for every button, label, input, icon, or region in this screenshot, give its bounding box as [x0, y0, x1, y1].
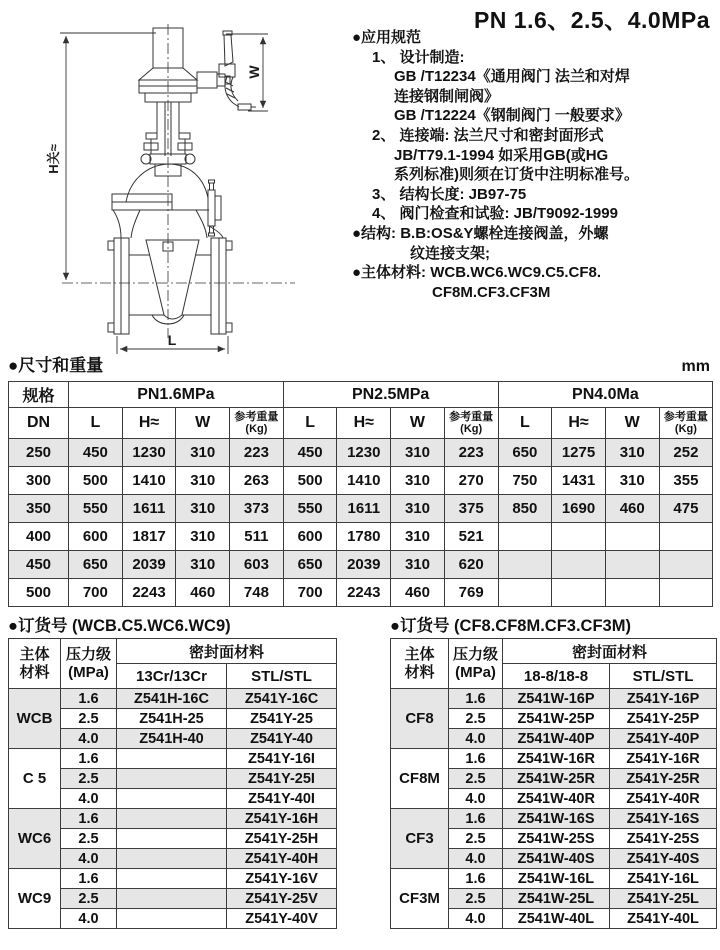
table-cell: 4.0 [449, 729, 503, 749]
dimension-labels [46, 65, 262, 348]
table-cell: Z541W-25S [503, 829, 610, 849]
table-cell: 1431 [552, 467, 606, 495]
table-cell: 1410 [122, 467, 176, 495]
table-row [9, 523, 713, 551]
table-cell: 650 [283, 551, 337, 579]
table-cell: 375 [444, 495, 498, 523]
table-cell: 1.6 [61, 869, 117, 889]
table-cell: Z541W-40L [503, 909, 610, 929]
table-cell: 270 [444, 467, 498, 495]
spec-line: 4、 阀门检查和试验: JB/T9092-1999 [372, 205, 618, 223]
table-cell: 310 [176, 523, 230, 551]
spec-line: JB/T79.1-1994 如采用GB(或HG [394, 146, 609, 164]
table-cell: 2.5 [61, 769, 117, 789]
spec-line: ●主体材料: WCB.WC6.WC9.C5.CF8. [352, 264, 602, 282]
order-table-title: ●订货号 (WCB.C5.WC6.WC9) [8, 617, 231, 635]
table-cell: 748 [230, 579, 284, 607]
header-cell: H≈ [552, 408, 606, 439]
table-cell: 310 [391, 439, 445, 467]
table-row [9, 579, 713, 607]
table-cell: 400 [9, 523, 69, 551]
table-cell [659, 551, 713, 579]
specifications-block [352, 28, 718, 302]
header-line: 参考重量 [449, 410, 494, 423]
header-cell: STL/STL [227, 664, 337, 689]
table-cell: Z541W-25L [503, 889, 610, 909]
header-line: 主体 [404, 646, 435, 664]
length-dim-label: L [167, 332, 177, 348]
spec-line: 1、 设计制造: [372, 48, 465, 66]
table-cell: Z541Y-16L [610, 869, 717, 889]
table-cell: 550 [283, 495, 337, 523]
table-cell: 2.5 [449, 769, 503, 789]
table-cell: 310 [391, 523, 445, 551]
table-cell: 1.6 [61, 809, 117, 829]
table-cell: 4.0 [61, 789, 117, 809]
table-cell [659, 523, 713, 551]
spec-line: 纹连接支架; [410, 244, 490, 262]
table-cell: 1611 [337, 495, 391, 523]
table-cell: 650 [69, 551, 123, 579]
table-cell: Z541Y-25 [227, 709, 337, 729]
header-line: 材料 [19, 663, 50, 681]
table-cell: 1410 [337, 467, 391, 495]
table-row [9, 749, 337, 769]
header-cell: H≈ [122, 408, 176, 439]
height-dim-label: H关≈ [46, 144, 61, 174]
table-cell: 1230 [337, 439, 391, 467]
table-row [9, 639, 337, 664]
header-cell: 密封面材料 [503, 639, 717, 664]
table-cell: Z541H-25 [117, 709, 227, 729]
header-cell: PN4.0Ma [498, 382, 713, 408]
header-cell: L [498, 408, 552, 439]
table-cell: 1.6 [449, 749, 503, 769]
table-cell: CF8M [391, 749, 449, 809]
table-cell: Z541W-25P [503, 709, 610, 729]
table-cell [117, 769, 227, 789]
table-cell: 1230 [122, 439, 176, 467]
table-cell [498, 579, 552, 607]
table-cell: 4.0 [61, 909, 117, 929]
table-cell [605, 579, 659, 607]
table-cell: 700 [69, 579, 123, 607]
header-line: (Kg) [460, 423, 483, 435]
table-cell: 310 [176, 551, 230, 579]
table-cell: Z541Y-40V [227, 909, 337, 929]
table-row [391, 809, 717, 829]
table-cell: 223 [444, 439, 498, 467]
table-cell: 310 [605, 467, 659, 495]
table-cell: 850 [498, 495, 552, 523]
table-cell: Z541W-40P [503, 729, 610, 749]
header-cell [444, 408, 498, 439]
table-cell: Z541Y-25I [227, 769, 337, 789]
header-line: 主体 [19, 646, 50, 664]
header-line: 压力级 [65, 646, 111, 664]
header-cell: W [176, 408, 230, 439]
dimensions-title: ●尺寸和重量 [8, 356, 104, 375]
table-cell: Z541Y-40I [227, 789, 337, 809]
table-cell: 521 [444, 523, 498, 551]
table-cell: 4.0 [449, 909, 503, 929]
table-cell: 300 [9, 467, 69, 495]
table-row [9, 439, 713, 467]
header-cell: DN [9, 408, 69, 439]
table-cell: Z541W-40S [503, 849, 610, 869]
table-cell: 1817 [122, 523, 176, 551]
table-cell [117, 869, 227, 889]
spec-lines [352, 28, 718, 302]
table-cell: Z541Y-16R [610, 749, 717, 769]
table-cell: Z541Y-16S [610, 809, 717, 829]
table-cell: 4.0 [61, 849, 117, 869]
table-row [391, 639, 717, 664]
table-cell [552, 523, 606, 551]
table-cell: 4.0 [449, 849, 503, 869]
table-cell: Z541W-16L [503, 869, 610, 889]
header-line: (MPa) [455, 663, 496, 681]
table-cell: Z541Y-25R [610, 769, 717, 789]
header-cell [449, 639, 503, 689]
header-line: (Kg) [245, 423, 268, 435]
valve-body-outline [108, 28, 256, 334]
table-cell: 1.6 [61, 749, 117, 769]
table-cell: 600 [283, 523, 337, 551]
table-cell [498, 523, 552, 551]
table-cell: CF3 [391, 809, 449, 869]
table-cell: 355 [659, 467, 713, 495]
header-cell: PN2.5MPa [283, 382, 498, 408]
table-cell: 4.0 [449, 789, 503, 809]
table-cell: 2039 [337, 551, 391, 579]
order-codes-section-cf8 [390, 612, 716, 929]
table-cell: Z541Y-40P [610, 729, 717, 749]
table-cell [552, 579, 606, 607]
table-cell: 500 [69, 467, 123, 495]
table-cell: Z541Y-25L [610, 889, 717, 909]
spec-line: 2、 连接端: 法兰尺寸和密封面形式 [372, 126, 604, 144]
table-cell: Z541Y-25V [227, 889, 337, 909]
header-cell [391, 639, 449, 689]
spec-line: 3、 结构长度: JB97-75 [372, 185, 527, 203]
table-cell: Z541Y-25S [610, 829, 717, 849]
order-table-title: ●订货号 (CF8.CF8M.CF3.CF3M) [390, 617, 631, 635]
header-line: 材料 [404, 663, 435, 681]
table-cell [117, 749, 227, 769]
table-cell: 650 [498, 439, 552, 467]
table-cell: 1.6 [449, 869, 503, 889]
table-cell [498, 551, 552, 579]
header-line: 压力级 [452, 646, 498, 664]
table-cell: 1275 [552, 439, 606, 467]
table-cell: Z541H-16C [117, 689, 227, 709]
spec-line: CF8M.CF3.CF3M [432, 283, 551, 301]
header-cell [659, 408, 713, 439]
dimensions-section [8, 350, 712, 607]
table-cell: 750 [498, 467, 552, 495]
table-cell: CF8 [391, 689, 449, 749]
table-row [9, 495, 713, 523]
table-row [9, 382, 713, 408]
table-row [9, 869, 337, 889]
valve-technical-drawing [0, 6, 350, 356]
table-cell: WC9 [9, 869, 61, 929]
table-cell [117, 849, 227, 869]
width-dim-label: W [246, 65, 262, 79]
header-cell: W [605, 408, 659, 439]
table-cell: 310 [176, 439, 230, 467]
table-cell [117, 889, 227, 909]
order-codes-section-wcb [8, 612, 336, 929]
table-cell: 310 [391, 495, 445, 523]
table-cell: Z541Y-16P [610, 689, 717, 709]
spec-line: ●结构: B.B:OS&Y螺栓连接阀盖，外螺 [352, 224, 609, 242]
table-cell: Z541Y-25H [227, 829, 337, 849]
header-cell: 13Cr/13Cr [117, 664, 227, 689]
table-cell [605, 523, 659, 551]
table-row [9, 467, 713, 495]
table-cell: 4.0 [61, 729, 117, 749]
header-cell: L [69, 408, 123, 439]
table-cell: Z541Y-40 [227, 729, 337, 749]
table-cell: CF3M [391, 869, 449, 929]
table-cell: 373 [230, 495, 284, 523]
spec-line: ●应用规范 [352, 29, 422, 46]
table-cell: 310 [176, 467, 230, 495]
header-cell: H≈ [337, 408, 391, 439]
table-cell: 2.5 [61, 709, 117, 729]
table-cell: 460 [391, 579, 445, 607]
dimensions-section-header [8, 350, 712, 376]
spec-line: GB /T12224《钢制阀门 一般要求》 [394, 107, 630, 125]
table-cell: 310 [605, 439, 659, 467]
table-cell: 600 [69, 523, 123, 551]
table-cell: Z541W-16R [503, 749, 610, 769]
header-line: (MPa) [68, 663, 109, 681]
table-cell: 1690 [552, 495, 606, 523]
dimensions-table [8, 381, 713, 607]
header-cell: PN1.6MPa [69, 382, 284, 408]
header-cell: 密封面材料 [117, 639, 337, 664]
order-table [8, 638, 337, 929]
unit-label: mm [681, 358, 710, 375]
header-cell: W [391, 408, 445, 439]
table-cell: Z541Y-40H [227, 849, 337, 869]
table-cell: WC6 [9, 809, 61, 869]
table-cell: 550 [69, 495, 123, 523]
table-cell: 263 [230, 467, 284, 495]
table-cell: WCB [9, 689, 61, 749]
table-cell: Z541Y-16H [227, 809, 337, 829]
table-cell: 700 [283, 579, 337, 607]
table-cell: 450 [283, 439, 337, 467]
table-cell: Z541W-16P [503, 689, 610, 709]
table-row [9, 551, 713, 579]
table-row [9, 408, 713, 439]
table-cell: 1.6 [61, 689, 117, 709]
header-line: (Kg) [674, 423, 697, 435]
spec-line: GB /T12234《通用阀门 法兰和对焊 [394, 68, 630, 86]
table-cell: 2243 [337, 579, 391, 607]
table-cell: 1.6 [449, 809, 503, 829]
header-line: 参考重量 [234, 410, 279, 423]
table-row [391, 749, 717, 769]
table-cell: 310 [176, 495, 230, 523]
table-cell: 2.5 [449, 889, 503, 909]
table-cell: 250 [9, 439, 69, 467]
table-cell: 2.5 [449, 709, 503, 729]
table-cell: 460 [176, 579, 230, 607]
pressure-rating-title: PN 1.6、2.5、4.0MPa [473, 7, 710, 33]
table-cell: 350 [9, 495, 69, 523]
header-cell [9, 639, 61, 689]
table-cell: 2.5 [61, 829, 117, 849]
table-cell: Z541W-40R [503, 789, 610, 809]
table-cell: 310 [391, 467, 445, 495]
table-row [391, 689, 717, 709]
table-cell [117, 809, 227, 829]
header-cell: L [283, 408, 337, 439]
table-cell: 2039 [122, 551, 176, 579]
table-cell: 1780 [337, 523, 391, 551]
table-cell: 620 [444, 551, 498, 579]
table-cell: 2.5 [61, 889, 117, 909]
order-table [390, 638, 717, 929]
table-cell: 500 [283, 467, 337, 495]
header-cell [230, 408, 284, 439]
table-cell: Z541Y-40S [610, 849, 717, 869]
table-cell: 460 [605, 495, 659, 523]
table-cell: Z541Y-40R [610, 789, 717, 809]
table-cell: Z541Y-16V [227, 869, 337, 889]
table-cell: 252 [659, 439, 713, 467]
table-cell: 1.6 [449, 689, 503, 709]
table-row [9, 809, 337, 829]
table-row [391, 869, 717, 889]
table-cell: 500 [9, 579, 69, 607]
header-cell [61, 639, 117, 689]
header-cell: STL/STL [610, 664, 717, 689]
table-cell: 450 [9, 551, 69, 579]
table-cell: Z541Y-25P [610, 709, 717, 729]
table-cell: Z541H-40 [117, 729, 227, 749]
table-cell: Z541Y-16I [227, 749, 337, 769]
table-cell [605, 551, 659, 579]
table-cell: Z541Y-40L [610, 909, 717, 929]
table-cell: 511 [230, 523, 284, 551]
table-cell: Z541W-16S [503, 809, 610, 829]
table-cell [117, 909, 227, 929]
header-line: 参考重量 [663, 410, 708, 423]
table-cell [117, 789, 227, 809]
table-cell: 475 [659, 495, 713, 523]
table-cell: Z541W-25R [503, 769, 610, 789]
header-cell: 规格 [9, 382, 69, 408]
table-cell: 769 [444, 579, 498, 607]
table-cell: C 5 [9, 749, 61, 809]
header-cell: 18-8/18-8 [503, 664, 610, 689]
spec-line: 系列标准)则须在订货中注明标准号。 [394, 166, 639, 184]
table-cell: 450 [69, 439, 123, 467]
table-cell [659, 579, 713, 607]
table-cell: 310 [391, 551, 445, 579]
table-row [9, 689, 337, 709]
table-cell: Z541Y-16C [227, 689, 337, 709]
table-cell [117, 829, 227, 849]
table-cell: 223 [230, 439, 284, 467]
spec-line: 连接钢制闸阀》 [394, 87, 500, 105]
table-cell: 2243 [122, 579, 176, 607]
table-cell [552, 551, 606, 579]
table-cell: 1611 [122, 495, 176, 523]
table-cell: 603 [230, 551, 284, 579]
table-cell: 2.5 [449, 829, 503, 849]
